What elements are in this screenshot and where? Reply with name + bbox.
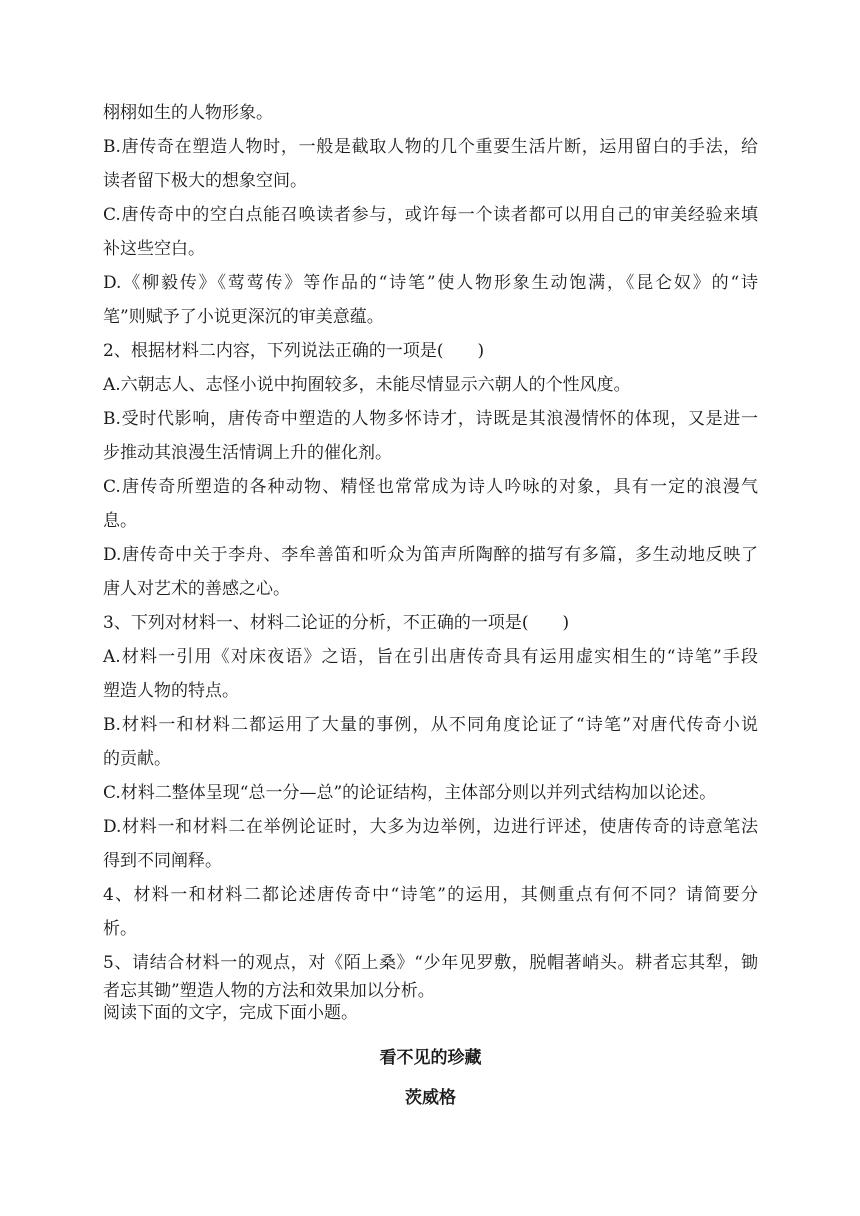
question-2: 2、根据材料二内容，下列说法正确的一项是( )	[103, 341, 485, 361]
question-5: 5、请结合材料一的观点，对《陌上桑》“少年见罗敷，脱帽著峭头。耕者忘其犁，锄	[103, 953, 758, 973]
text-line: 的贡献。	[103, 749, 171, 769]
article-title: 看不见的珍藏	[379, 1048, 482, 1068]
text-line: 析。	[103, 919, 137, 939]
text-line: B.唐传奇在塑造人物时，一般是截取人物的几个重要生活片断，运用留白的手法，给	[103, 137, 758, 157]
text-line: 唐人对艺术的善感之心。	[103, 579, 290, 599]
text-line: 者忘其锄”塑造人物的方法和效果加以分析。	[103, 981, 435, 1001]
question-3: 3、下列对材料一、材料二论证的分析，不正确的一项是( )	[103, 613, 570, 633]
text-line: 步推动其浪漫生活情调上升的催化剂。	[103, 443, 392, 463]
text-line: C.唐传奇中的空白点能召唤读者参与，或许每一个读者都可以用自己的审美经验来填	[103, 205, 758, 225]
article-author: 茨威格	[405, 1088, 456, 1108]
text-line: D.唐传奇中关于李舟、李牟善笛和听众为笛声所陶醉的描写有多篇，多生动地反映了	[103, 545, 758, 565]
text-line: A.六朝志人、志怪小说中拘囿较多，未能尽情显示六朝人的个性风度。	[103, 375, 631, 395]
text-line: D.《柳毅传》《莺莺传》等作品的“诗笔”使人物形象生动饱满，《昆仑奴》的“诗	[103, 273, 758, 293]
text-line: 笔”则赋予了小说更深沉的审美意蕴。	[103, 307, 384, 327]
text-line: D.材料一和材料二在举例论证时，大多为边举例，边进行评述，使唐传奇的诗意笔法	[103, 817, 758, 837]
text-line: C.材料二整体呈现“总一分—总”的论证结构，主体部分则以并列式结构加以论述。	[103, 783, 717, 803]
text-line: 补这些空白。	[103, 239, 205, 259]
text-line: 得到不同阐释。	[103, 851, 222, 871]
text-line: 读者留下极大的想象空间。	[103, 171, 307, 191]
document-page	[103, 96, 758, 1118]
text-line: 栩栩如生的人物形象。	[103, 103, 273, 123]
text-line: 塑造人物的特点。	[103, 681, 239, 701]
text-line: 息。	[103, 511, 137, 531]
text-line: C.唐传奇所塑造的各种动物、精怪也常常成为诗人吟咏的对象，具有一定的浪漫气	[103, 477, 758, 497]
text-line: A.材料一引用《对床夜语》之语，旨在引出唐传奇具有运用虚实相生的“诗笔”手段	[103, 647, 758, 667]
reading-instruction: 阅读下面的文字，完成下面小题。	[103, 1003, 358, 1023]
question-4: 4、材料一和材料二都论述唐传奇中“诗笔”的运用，其侧重点有何不同？请简要分	[103, 885, 758, 905]
text-line: B.材料一和材料二都运用了大量的事例，从不同角度论证了“诗笔”对唐代传奇小说	[103, 715, 758, 735]
text-line: B.受时代影响，唐传奇中塑造的人物多怀诗才，诗既是其浪漫情怀的体现，又是进一	[103, 409, 758, 429]
